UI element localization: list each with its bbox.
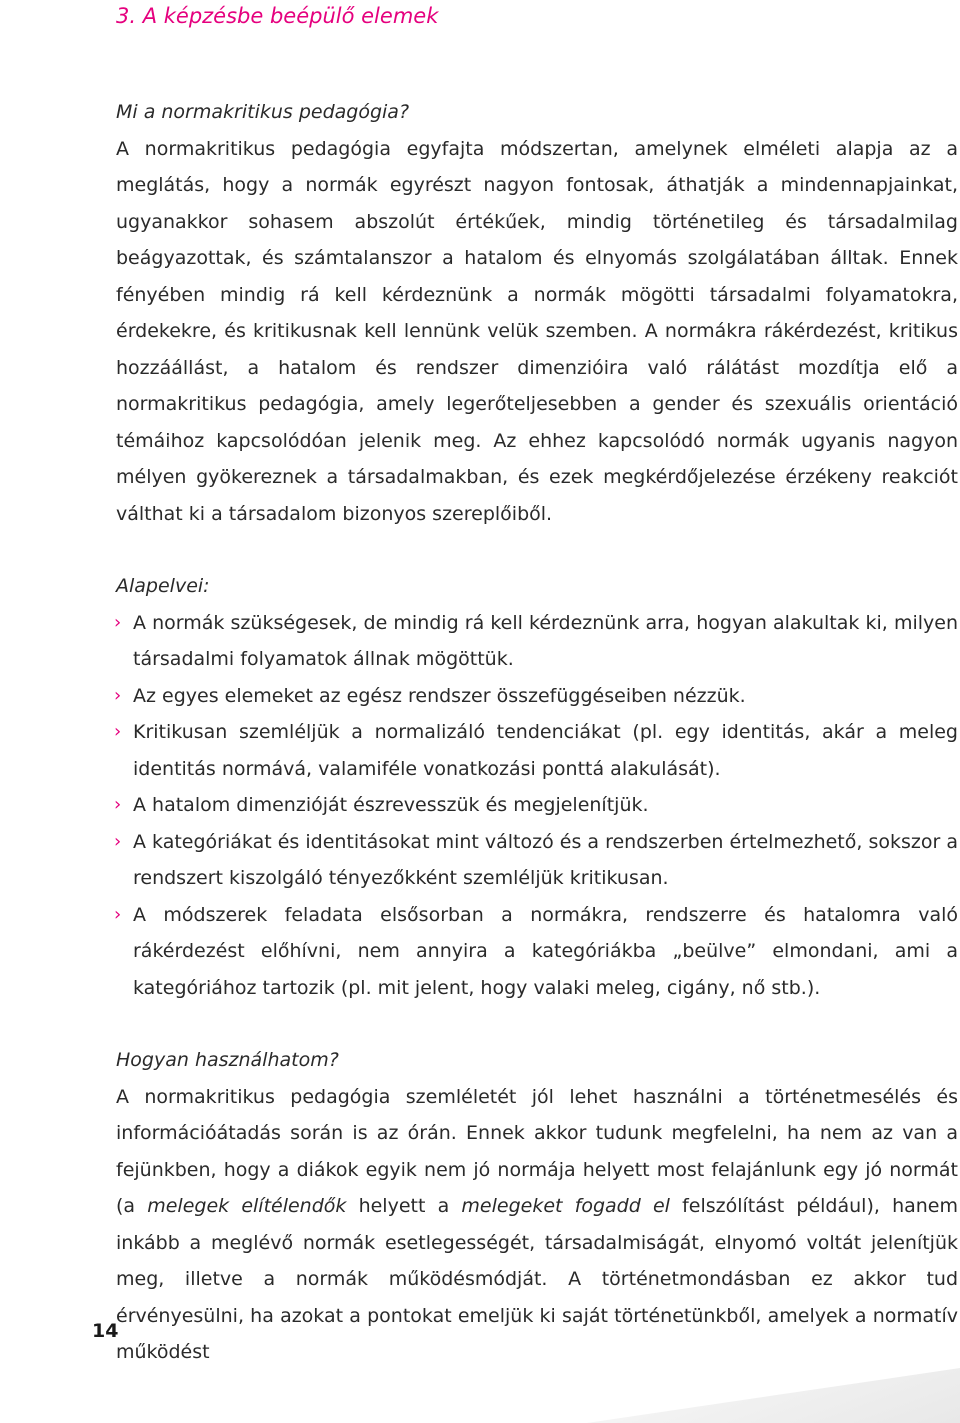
list-item xyxy=(116,605,958,678)
list-item-text: Kritikusan szemléljük a normalizáló tendenciákat (pl. egy identitás, akár a meleg identitás normává, valamiféle vonatkozási ponttá alakulását). xyxy=(133,721,958,780)
list-item xyxy=(116,714,958,787)
list-item-text: A módszerek feladata elsősorban a normákra, rendszerre és hatalomra való rákérdezést előhívni, nem annyira a kategóriákba „beülve” elmondani, ami a kategóriához tartozik (pl. mit jelent, hogy valaki meleg, cigány, nő stb.). xyxy=(133,903,958,999)
page-corner-decoration xyxy=(536,1368,960,1423)
section-heading-what: Mi a normakritikus pedagógia? xyxy=(116,101,410,123)
section-heading-usage: Hogyan használhatom? xyxy=(116,1049,339,1071)
list-item-text: A normák szükségesek, de mindig rá kell kérdeznünk arra, hogyan alakultak ki, milyen társadalmi folyamatok állnak mögöttük. xyxy=(133,611,958,670)
list-item xyxy=(116,787,958,824)
list-item xyxy=(116,678,958,715)
list-item-text: A hatalom dimenzióját észrevesszük és megjelenítjük. xyxy=(133,794,649,816)
list-item-text: A kategóriákat és identitásokat mint változó és a rendszerben értelmezhető, sokszor a rendszert kiszolgáló tényezőkként szemléljük kritikusan. xyxy=(133,830,958,889)
usage-emphasis-2: melegeket fogadd el xyxy=(461,1195,670,1217)
chevron-right-icon: › xyxy=(114,684,122,706)
list-item xyxy=(116,897,958,1007)
usage-emphasis-1: melegek elítélendők xyxy=(147,1195,347,1217)
intro-paragraph: A normakritikus pedagógia egyfajta módszertan, amelynek elméleti alapja az a meglátás, hogy a normák egyrészt nagyon fontosak, áthatják a mindennapjainkat, ugyanakkor sohasem abszolút értékűek, mindig történetileg és társadalmilag beágyazottak, és számtalanszor a hatalom és elnyomás szolgálatában álltak. Ennek fényében mindig rá kell kérdeznünk a normák mögötti társadalmi folyamatokra, érdekekre, és kritikusnak kell lennünk velük szemben. A normákra rákérdezést, kritikus hozzáállást, a hatalom és rendszer dimenzióira való rálátást mozdítja elő a normakritikus pedagógia, amely legerőteljesebben a gender és szexuális orientáció témáihoz kapcsolódóan jelenik meg. Az ehhez kapcsolódó normák ugyanis nagyon mélyen gyökereznek a társadalmakban, és ezek megkérdőjelezése érzékeny reakciót válthat ki a társadalom bizonyos szereplőiből. xyxy=(116,137,958,525)
chevron-right-icon: › xyxy=(114,830,122,852)
usage-text-end: felszólítást például), hanem inkább a meglévő normák esetlegességét, társadalmiságát, elnyomó voltát jelenítjük meg, illetve a normák működésmódját. A történetmondásban ez akkor tud érvényesülni, ha azokat a pontokat emeljük ki saját történetünkből, amelyek a normatív működést xyxy=(116,1195,958,1363)
usage-text-mid: helyett a xyxy=(346,1195,462,1217)
page-number: 14 xyxy=(92,1320,119,1342)
list-item xyxy=(116,824,958,897)
principles-list xyxy=(116,605,958,1007)
list-item-text: Az egyes elemeket az egész rendszer összefüggéseiben nézzük. xyxy=(133,684,746,707)
chevron-right-icon: › xyxy=(114,721,122,742)
usage-text-start: A normakritikus pedagógia szemléletét jól lehet használni a történetmesélés és információátadás során is az órán. Ennek akkor tudunk megfelelni, ha nem az van a fejünkben, hogy a diákok egyik nem jó normája helyett most felajánlunk egy jó normát (a xyxy=(116,1085,958,1217)
section-heading-principles: Alapelvei: xyxy=(116,575,210,597)
chevron-right-icon: › xyxy=(114,903,122,925)
page-content xyxy=(116,94,958,1371)
section-header: 3. A képzésbe beépülő elemek xyxy=(116,4,439,28)
chevron-right-icon: › xyxy=(114,794,122,815)
usage-paragraph xyxy=(116,1079,958,1371)
chevron-right-icon: › xyxy=(114,611,122,633)
